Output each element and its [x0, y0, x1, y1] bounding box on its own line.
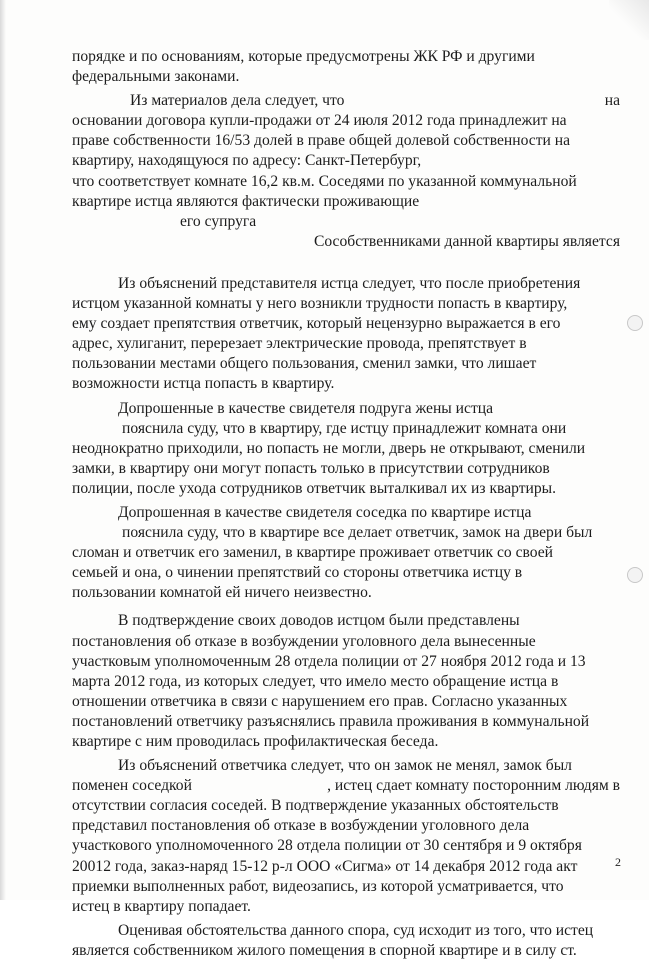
text-line: является собственником жилого помещения в спорной квартире и в силу ст.	[72, 941, 577, 959]
text-line: участковым уполномоченным 28 отдела полиции от 27 ноября 2012 года и 13	[72, 652, 586, 670]
scan-shadow-corner	[609, 0, 649, 40]
text-line: что соответствует комнате 16,2 кв.м. Соседями по указанной коммунальной	[72, 172, 577, 190]
text-line: Оценивая обстоятельства данного спора, суд исходит из того, что истец	[118, 921, 594, 939]
text-line: приемки выполненных работ, видеозапись, из которой усматривается, что	[72, 877, 564, 895]
punch-hole-lower	[627, 567, 643, 583]
text-line-row	[72, 91, 620, 111]
text-line: отсутствии согласия соседей. В подтверждение указанных обстоятельств	[72, 797, 559, 815]
text-line: основании договора купли-продажи от 24 июля 2012 года принадлежит на	[72, 112, 567, 130]
text-line: постановлений ответчику разъяснялись правила проживания в коммунальной	[72, 712, 590, 730]
text-line: порядке и по основаниям, которые предусмотрены ЖК РФ и другими	[72, 48, 535, 65]
text-line: участкового уполномоченного 28 отдела полиции от 30 сентября и 9 октября	[72, 837, 582, 855]
text-line: марта 2012 года, из которых следует, что имело место обращение истца в	[72, 672, 559, 690]
text-line: Сособственниками данной квартиры является	[313, 232, 620, 250]
punch-hole-upper	[627, 315, 643, 331]
text-line: федеральными законами.	[72, 68, 240, 86]
text-line: его супруга	[180, 212, 257, 230]
text-line: поменен соседкой	[72, 777, 192, 795]
text-line: неоднократно приходили, но попасть не могли, дверь не открывают, сменили	[72, 439, 586, 457]
scan-shadow-left	[0, 0, 6, 900]
text-line: пояснила суду, что в квартиру, где истцу принадлежит комната они	[122, 419, 567, 437]
text-line: замки, в квартиру они могут попасть только в присутствии сотрудников	[72, 459, 550, 477]
text-line: праве собственности 16/53 долей в праве общей долевой собственности на	[72, 132, 571, 150]
text-line: постановления об отказе в возбуждении уголовного дела вынесенные	[72, 632, 536, 650]
text-line: квартире с ним проводилась профилактическая беседа.	[72, 733, 439, 750]
text-line: полиции, после ухода сотрудников ответчик выталкивал их из квартиры.	[72, 479, 557, 497]
text-line-row	[72, 776, 620, 796]
text-line: пользовании комнатой ей ничего неизвестно.	[72, 584, 372, 602]
text-line: истец в квартиру попадает.	[72, 897, 251, 915]
text-line: Из материалов дела следует, что	[130, 92, 345, 110]
document-body	[72, 47, 620, 961]
text-line: , истец сдает комнату посторонним людям в	[327, 777, 620, 795]
text-line: В подтверждение своих доводов истцом были представлены	[118, 612, 520, 630]
text-line: истцом указанной комнаты у него возникли трудности попасть в квартиру,	[72, 295, 568, 313]
text-line: Допрошенная в качестве свидетеля соседка по квартире истца	[118, 503, 532, 521]
text-line: квартире истца являются фактически проживающие	[72, 192, 420, 210]
text-line: Из объяснений ответчика следует, что он замок не менял, замок был	[118, 757, 572, 775]
text-line: ему создает препятствия ответчик, который нецензурно выражается в его	[72, 315, 561, 333]
text-line: 20012 года, заказ-наряд 15-12 р-л ООО «Сигма» от 14 декабря 2012 года акт	[72, 857, 578, 875]
text-line: отношении ответчика в связи с нарушением его прав. Согласно указанных	[72, 692, 568, 710]
text-line: адрес, хулиганит, перерезает электрические провода, препятствует в	[72, 335, 527, 353]
text-line: пояснила суду, что в квартире все делает ответчик, замок на двери был	[122, 524, 593, 542]
text-line: возможности истца попасть в квартиру.	[72, 375, 335, 393]
text-line: пользовании местами общего пользования, сменил замки, что лишает	[72, 355, 537, 373]
text-line: квартиру, находящуюся по адресу: Санкт-Петербург,	[72, 152, 422, 170]
text-line: Допрошенные в качестве свидетеля подруга жены истца	[118, 399, 494, 417]
text-line: представил постановления об отказе в возбуждении уголовного дела	[72, 817, 530, 835]
text-line: семьей и она, о чинении препятствий со стороны ответчика истцу в	[72, 564, 523, 582]
text-line: Из объяснений представителя истца следует, что после приобретения	[118, 274, 581, 292]
text-line: сломан и ответчик его заменил, в квартире проживает ответчик со своей	[72, 544, 553, 562]
page-number: 2	[615, 855, 621, 869]
text-line: на	[604, 92, 620, 110]
